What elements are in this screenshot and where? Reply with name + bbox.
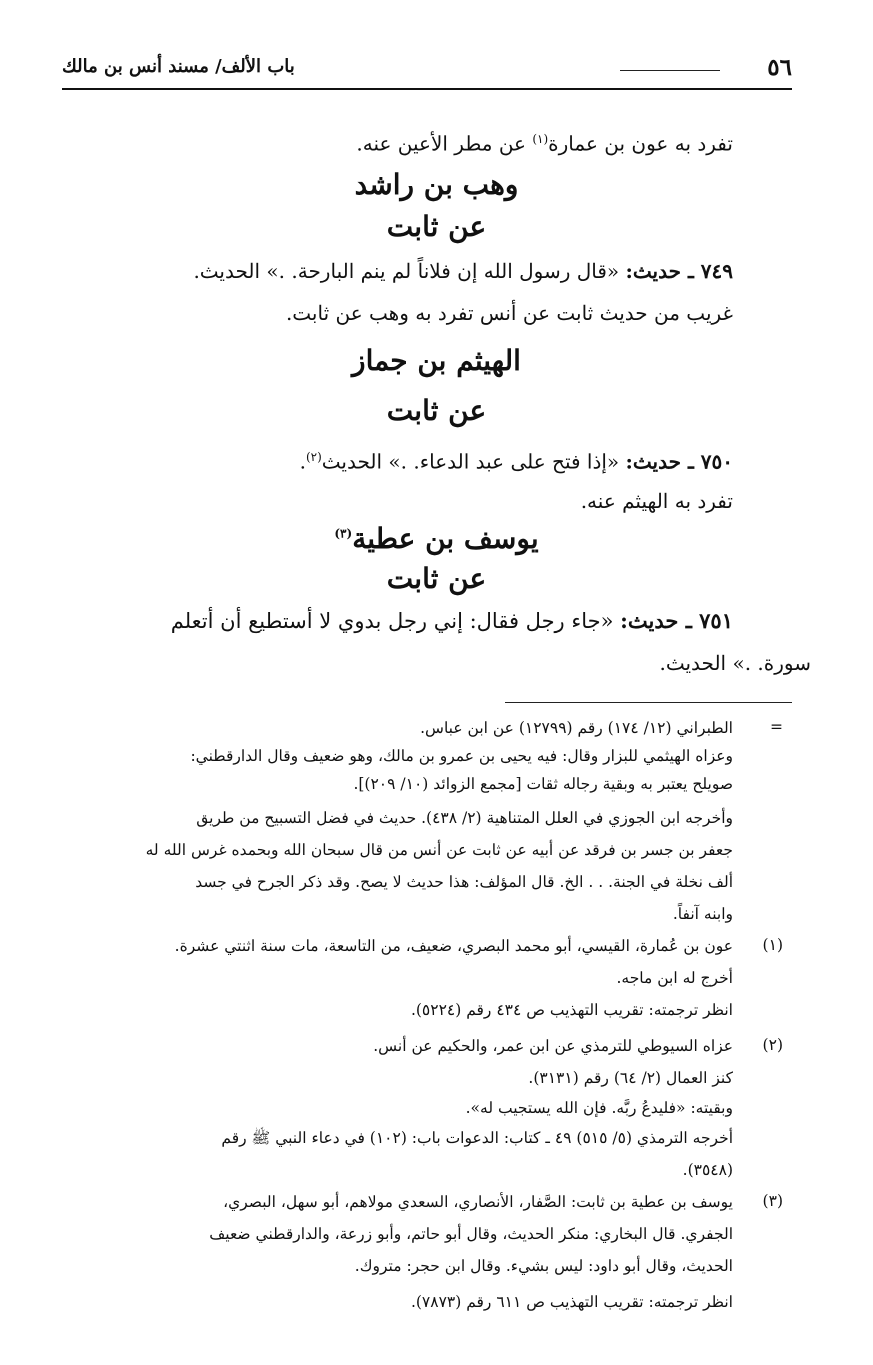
footnote-continuation-marker: = (770, 718, 783, 736)
footnote-3-line-2: الجفري. قال البخاري: منكر الحديث، وقال أبو حاتم، وأبو زرعة، والدارقطني ضعيف (209, 1225, 733, 1243)
footnote-2-line-2: كنز العمال (٢/ ٦٤) رقم (٣١٣١). (528, 1069, 733, 1087)
footnote-ref-3[interactable]: (٣) (334, 526, 353, 541)
footnote-1-line-2: أخرج له ابن ماجه. (616, 969, 733, 987)
page-number: ٥٦ (767, 54, 792, 81)
hadith-749 (60, 256, 733, 286)
footnote-cont-line-3: صويلح يعتبر به وبقية رجاله ثقات [مجمع الزوائد (١٠/ ٢٠٩)]. (353, 775, 733, 793)
paragraph-1: تفرد به عون بن عمارة$^{(١)}$ عن مطر الأعين عنه. (356, 131, 733, 156)
paragraph-3: تفرد به الهيثم عنه. (580, 489, 733, 513)
footnote-3-line-4: انظر ترجمته: تقريب التهذيب ص ٦١١ رقم (٧٨٧٣). (410, 1293, 733, 1311)
footnote-2-line-4: أخرجه الترمذي (٥/ ٥١٥) ٤٩ ـ كتاب: الدعوات باب: (١٠٢) في دعاء النبي ﷺ رقم (221, 1129, 733, 1147)
hadith-751-line-2: سورة. .» الحديث. (659, 651, 811, 675)
hadith-749-number: ٧٤٩ ـ حديث: (625, 259, 733, 283)
heading-yusuf: يوسف بن عطية$^{(٣)}$ (334, 522, 539, 555)
footnote-1-line-1: عون بن عُمارة، القيسي، أبو محمد البصري، ضعيف، من التاسعة، مات سنة اثنتي عشرة. (174, 937, 733, 955)
hadith-750-text: «إذا فتح على عبد الدعاء. .» الحديث (321, 449, 620, 474)
footnote-rule (505, 702, 792, 703)
heading-wahb: وهب بن راشد (354, 168, 519, 201)
footnote-3-line-3: الحديث، وقال أبو داود: ليس بشيء. وقال ابن حجر: متروك. (354, 1257, 733, 1275)
footnote-1-marker: (١) (762, 936, 783, 954)
heading-an-thabit-3: عن ثابت (386, 562, 487, 595)
footnote-cont-line-5: جعفر بن جسر بن فرقد عن أبيه عن ثابت عن أنس من قال سبحان الله وبحمده غرس الله له (145, 841, 733, 859)
header-dash (620, 70, 720, 71)
footnote-cont-line-1: الطبراني (١٢/ ١٧٤) رقم (١٢٧٩٩) عن ابن عباس. (420, 719, 733, 737)
footnote-2-line-1: عزاه السيوطي للترمذي عن ابن عمر، والحكيم عن أنس. (373, 1037, 733, 1055)
hadith-751-line-1 (62, 606, 733, 636)
hadith-751-text: «جاء رجل فقال: إني رجل بدوي لا أستطيع أن أتعلم (170, 609, 614, 633)
footnote-ref-2[interactable]: (٢) (305, 450, 322, 464)
footnote-cont-line-2: وعزاه الهيثمي للبزار وقال: فيه يحيى بن عمرو بن مالك، وهو ضعيف وقال الدارقطني: (190, 747, 733, 765)
running-title: باب الألف/ مسند أنس بن مالك (62, 56, 295, 77)
hadith-750: ٧٥٠ ـ حديث: «إذا فتح على عبد الدعاء. .» الحديث$^{(٢)}$. (299, 449, 733, 474)
footnote-3-marker: (٣) (762, 1192, 783, 1210)
hadith-749-text: «قال رسول الله إن فلاناً لم ينم البارحة. .» الحديث. (193, 259, 620, 283)
page-header (62, 52, 792, 86)
footnote-cont-line-4: وأخرجه ابن الجوزي في العلل المتناهية (٢/ ٤٣٨). حديث في فضل التسبيح من طريق (196, 809, 733, 827)
hadith-750-number: ٧٥٠ ـ حديث: (625, 449, 733, 474)
footnote-ref-1[interactable]: (١) (532, 132, 549, 146)
hadith-751-number: ٧٥١ ـ حديث: (620, 608, 733, 633)
paragraph-2: غريب من حديث ثابت عن أنس تفرد به وهب عن ثابت. (285, 301, 733, 325)
footnote-1-line-3: انظر ترجمته: تقريب التهذيب ص ٤٣٤ رقم (٥٢٢٤). (410, 1001, 733, 1019)
footnote-cont-line-7: وابنه آنفاً. (672, 905, 733, 923)
heading-haytham: الهيثم بن جماز (352, 344, 521, 377)
heading-an-thabit-2: عن ثابت (386, 394, 487, 427)
header-rule (62, 88, 792, 90)
footnote-2-line-3: وبقيته: «فليدعُ ربَّه. فإن الله يستجيب له». (465, 1099, 733, 1117)
footnote-2-line-5: (٣٥٤٨). (682, 1161, 733, 1179)
footnote-cont-line-6: ألف نخلة في الجنة. . . الخ. قال المؤلف: هذا حديث لا يصح. وقد ذكر الجرح في جسد (195, 873, 733, 891)
heading-an-thabit-1: عن ثابت (386, 210, 487, 243)
footnote-2-marker: (٢) (762, 1036, 783, 1054)
footnote-3-line-1: يوسف بن عطية بن ثابت: الصَّفار، الأنصاري، السعدي مولاهم، أبو سهل، البصري، (223, 1193, 733, 1211)
